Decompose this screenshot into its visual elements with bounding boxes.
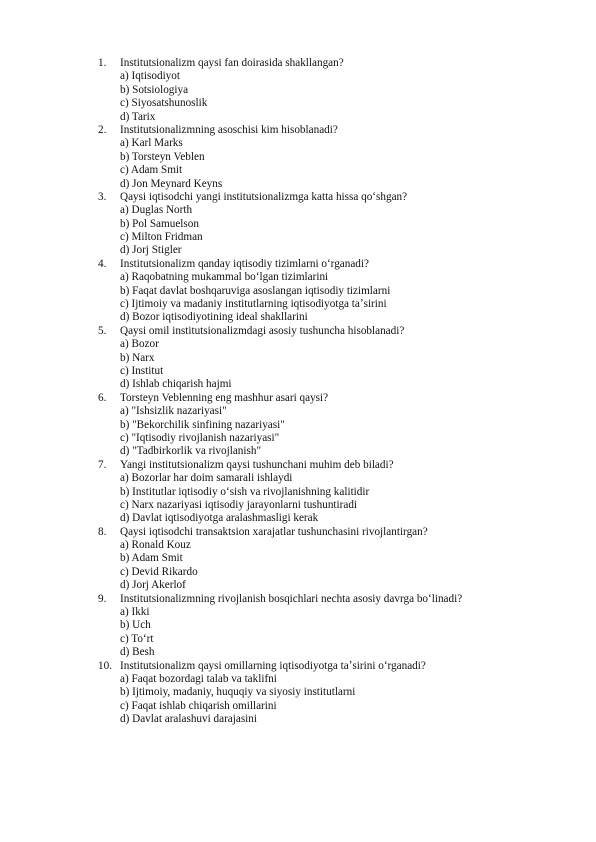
answer-option: b) Pol Samuelson: [120, 217, 199, 230]
answer-option: c) Devid Rikardo: [120, 565, 198, 578]
question-block: [98, 526, 578, 593]
question-block: [98, 392, 578, 459]
answer-option: c) Milton Fridman: [120, 231, 203, 244]
question-block: [98, 325, 578, 392]
answer-option: a) Bozor: [120, 338, 159, 351]
answer-option: d) Besh: [120, 646, 155, 659]
answer-option: c) Narx nazariyasi iqtisodiy jarayonlarni tushuntiradi: [120, 498, 358, 511]
question-number: 6.: [98, 391, 107, 404]
answer-option: b) "Bekorchilik sinfining nazariyasi": [120, 418, 285, 431]
question-line: [98, 57, 578, 70]
answer-option: a) Faqat bozordagi talab va taklifni: [120, 672, 277, 685]
answer-option: a) "Ishsizlik nazariyasi": [120, 405, 227, 418]
answer-option: a) Iqtisodiyot: [120, 70, 180, 83]
answer-option: c) Faqat ishlab chiqarish omillarini: [120, 699, 277, 712]
question-text: Torsteyn Veblenning eng mashhur asari qaysi?: [120, 391, 329, 404]
answer-option: c) Siyosatshunoslik: [120, 97, 208, 110]
answer-option: a) Ikki: [120, 606, 150, 619]
answer-option: b) Narx: [120, 351, 155, 364]
question-block: [98, 57, 578, 124]
question-text: Qaysi omil institutsionalizmdagi asosiy tushuncha hisoblanadi?: [120, 324, 405, 337]
answer-option: a) Bozorlar har doim samarali ishlaydi: [120, 472, 293, 485]
answer-option: b) Uch: [120, 619, 151, 632]
question-line: [98, 526, 578, 539]
question-line: [98, 258, 578, 271]
question-number: 4.: [98, 257, 107, 270]
question-text: Institutsionalizmning asoschisi kim hisoblanadi?: [120, 123, 338, 136]
question-line: [98, 124, 578, 137]
question-text: Institutsionalizm qaysi omillarning iqtisodiyotga taʼsirini oʻrganadi?: [120, 659, 426, 672]
answer-option: b) Faqat davlat boshqaruviga asoslangan iqtisodiy tizimlarni: [120, 284, 391, 297]
answer-option: c) Ijtimoiy va madaniy institutlarning iqtisodiyotga taʼsirini: [120, 298, 387, 311]
question-text: Qaysi iqtisodchi transaktsion xarajatlar tushunchasini rivojlantirgan?: [120, 525, 428, 538]
question-block: [98, 124, 578, 191]
question-number: 8.: [98, 525, 107, 538]
question-block: [98, 191, 578, 258]
answer-option: c) Institut: [120, 364, 164, 377]
question-block: [98, 593, 578, 660]
answer-option: c) Adam Smit: [120, 164, 183, 177]
answer-option: c) "Iqtisodiy rivojlanish nazariyasi": [120, 431, 280, 444]
answer-option: d) Davlat aralashuvi darajasini: [120, 713, 257, 726]
answer-option: d) "Tadbirkorlik va rivojlanish": [120, 445, 262, 458]
answer-option: a) Ronald Kouz: [120, 539, 191, 552]
answer-option: a) Karl Marks: [120, 137, 183, 150]
answer-option: d) Jon Meynard Keyns: [120, 177, 223, 190]
question-number: 1.: [98, 57, 107, 69]
question-number: 3.: [98, 190, 107, 203]
question-number: 2.: [98, 123, 107, 136]
question-text: Institutsionalizm qanday iqtisodiy tizimlarni oʻrganadi?: [120, 257, 369, 270]
question-line: [98, 191, 578, 204]
question-number: 10.: [98, 659, 112, 672]
question-text: Qaysi iqtisodchi yangi institutsionalizmga katta hissa qoʻshgan?: [120, 190, 408, 203]
question-list: [98, 57, 578, 727]
answer-option: d) Tarix: [120, 110, 156, 123]
answer-option: b) Adam Smit: [120, 552, 183, 565]
question-line: [98, 660, 578, 673]
question-text: Yangi institutsionalizm qaysi tushunchani muhim deb biladi?: [120, 458, 394, 471]
question-block: [98, 459, 578, 526]
question-block: [98, 660, 578, 727]
answer-option: d) Jorj Akerlof: [120, 579, 186, 592]
question-block: [98, 258, 578, 325]
question-text: Institutsionalizm qaysi fan doirasida shakllangan?: [120, 57, 344, 69]
answer-option: a) Raqobatning mukammal boʻlgan tizimlarini: [120, 271, 329, 284]
question-text: Institutsionalizmning rivojlanish bosqichlari nechta asosiy davrga boʻlinadi?: [120, 592, 463, 605]
answer-option: b) Institutlar iqtisodiy oʻsish va rivojlanishning kalitidir: [120, 485, 370, 498]
answer-option: b) Sotsiologiya: [120, 83, 189, 96]
answer-option: a) Duglas North: [120, 204, 193, 217]
answer-option: d) Ishlab chiqarish hajmi: [120, 378, 232, 391]
answer-option: d) Bozor iqtisodiyotining ideal shakllarini: [120, 311, 308, 324]
answer-option: d) Jorj Stigler: [120, 244, 182, 257]
question-line: [98, 325, 578, 338]
answer-option: b) Ijtimoiy, madaniy, huquqiy va siyosiy institutlarni: [120, 686, 356, 699]
answer-option: d) Davlat iqtisodiyotga aralashmasligi kerak: [120, 512, 319, 525]
question-line: [98, 392, 578, 405]
question-number: 5.: [98, 324, 107, 337]
answer-option: b) Torsteyn Veblen: [120, 150, 205, 163]
question-number: 7.: [98, 458, 107, 471]
answer-option: c) Toʻrt: [120, 632, 154, 645]
question-line: [98, 593, 578, 606]
question-line: [98, 459, 578, 472]
question-number: 9.: [98, 592, 107, 605]
